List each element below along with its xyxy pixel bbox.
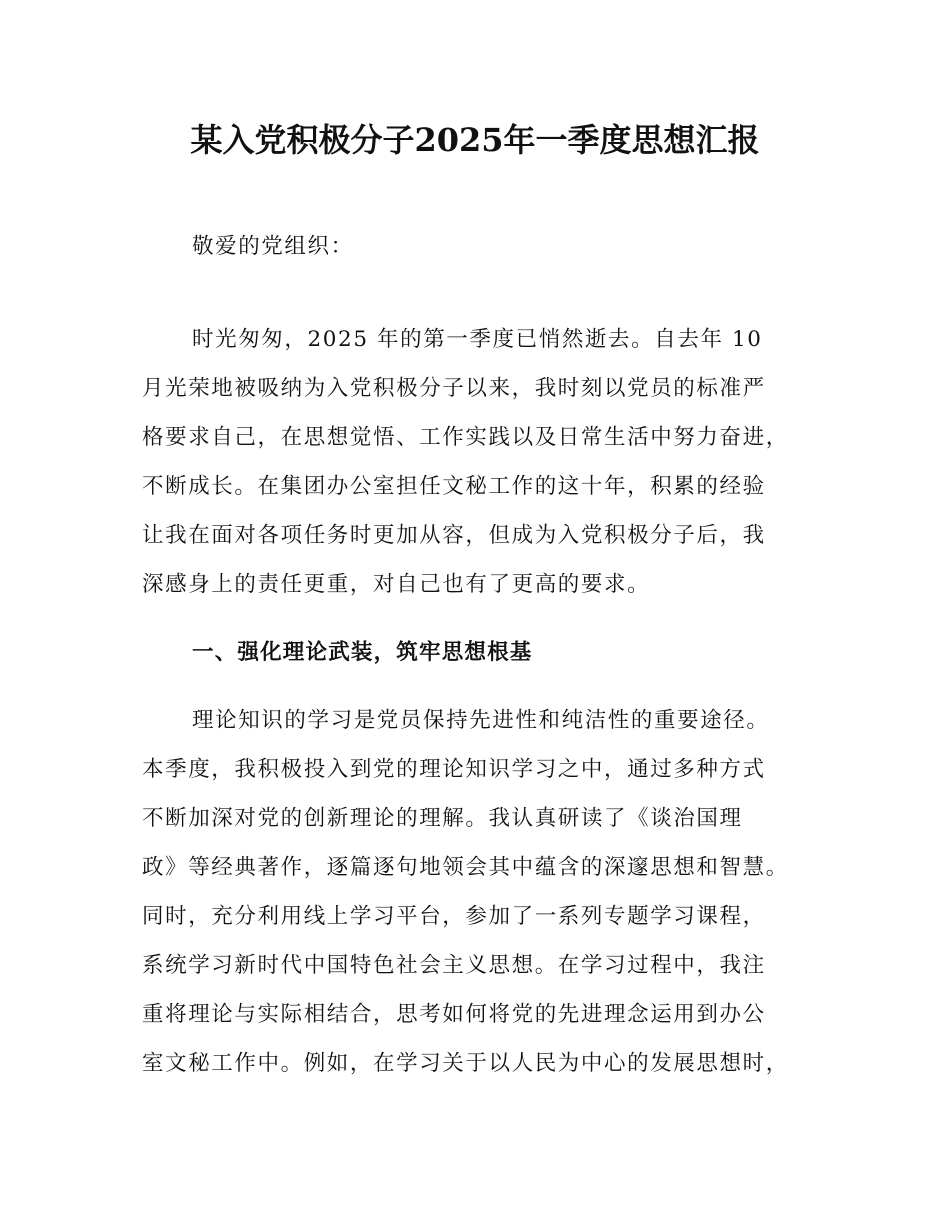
paragraph-line: 重将理论与实际相结合，思考如何将党的先进理念运用到办公 (142, 1002, 766, 1027)
paragraph-line: 本季度，我积极投入到党的理论知识学习之中，通过多种方式 (142, 757, 766, 782)
paragraph-line: 时光匆匆，2025 年的第一季度已悄然逝去。自去年 10 (192, 327, 763, 352)
document-title: 某入党积极分子2025年一季度思想汇报 (190, 121, 760, 159)
salutation-block (142, 222, 354, 271)
salutation: 敬爱的党组织： (192, 234, 354, 259)
intro-paragraph (142, 315, 789, 609)
paragraph-line: 室文秘工作中。例如，在学习关于以人民为中心的发展思想时， (142, 1051, 789, 1076)
paragraph-line: 不断加深对党的创新理论的理解。我认真研读了《谈治国理 (142, 806, 743, 831)
paragraph-line: 深感身上的责任更重，对自己也有了更高的要求。 (142, 572, 651, 597)
paragraph-line: 系统学习新时代中国特色社会主义思想。在学习过程中，我注 (142, 953, 766, 978)
paragraph-line: 月光荣地被吸纳为入党积极分子以来，我时刻以党员的标准严 (142, 376, 766, 401)
paragraph-line: 格要求自己，在思想觉悟、工作实践以及日常生活中努力奋进， (142, 425, 789, 450)
section1-paragraph (142, 696, 789, 1088)
paragraph-line: 不断成长。在集团办公室担任文秘工作的这十年，积累的经验 (142, 474, 766, 499)
paragraph-line: 政》等经典著作，逐篇逐句地领会其中蕴含的深邃思想和智慧。 (142, 855, 789, 880)
paragraph-line: 让我在面对各项任务时更加从容，但成为入党积极分子后，我 (142, 523, 766, 548)
paragraph-line: 理论知识的学习是党员保持先进性和纯洁性的重要途径。 (192, 708, 770, 733)
section-heading: 一、强化理论武装，筑牢思想根基 (192, 640, 533, 665)
paragraph-line: 同时，充分利用线上学习平台，参加了一系列专题学习课程， (142, 904, 766, 929)
